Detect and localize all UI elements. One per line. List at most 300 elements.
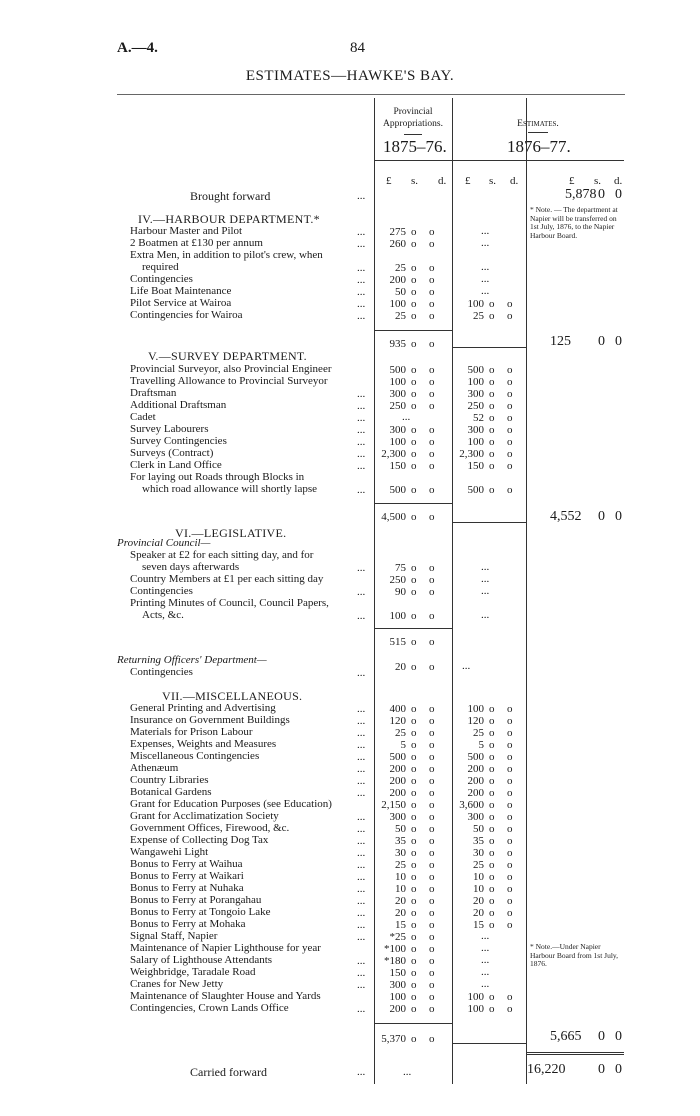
pence-value: o xyxy=(507,1003,513,1015)
subtotal-rule xyxy=(374,503,452,504)
shilling-value: o xyxy=(411,883,417,895)
section-title: V.—SURVEY DEPARTMENT. xyxy=(148,349,307,363)
shilling-value: o xyxy=(411,460,417,472)
pence-value: o xyxy=(429,562,435,574)
leader-dots: ... xyxy=(357,310,366,322)
line-item-label: Wangawehi Light xyxy=(130,846,209,858)
shilling-value: o xyxy=(411,847,417,859)
shilling-value: o xyxy=(411,376,417,388)
header-rule xyxy=(374,160,624,161)
line-item-label: Extra Men, in addition to pilot's crew, when xyxy=(130,249,323,261)
shilling-value: o xyxy=(411,967,417,979)
appropriation-value: 250 xyxy=(389,574,406,586)
pence-value: o xyxy=(507,739,513,751)
line-item-label: Draftsman xyxy=(130,387,177,399)
shilling-value: o xyxy=(411,262,417,274)
estimate-value: 120 xyxy=(467,715,484,727)
appropriation-value: 100 xyxy=(389,991,406,1003)
estimate-value: 200 xyxy=(467,787,484,799)
appropriation-value: 5 xyxy=(400,739,406,751)
pence-value: o xyxy=(507,703,513,715)
leader-dots: ... xyxy=(357,955,366,967)
shilling-label: s. xyxy=(489,175,497,187)
section-subtotal: 4,500 xyxy=(381,511,406,523)
pence-value: o xyxy=(429,376,435,388)
pence-label: d. xyxy=(438,175,447,187)
line-item-label: Botanical Gardens xyxy=(130,786,212,798)
line-item-label: Miscellaneous Contingencies xyxy=(130,750,260,762)
shilling-value: o xyxy=(411,727,417,739)
leader-dots: ... xyxy=(357,400,366,412)
pence-value: o xyxy=(429,907,435,919)
line-item-label: Government Offices, Firewood, &c. xyxy=(130,822,290,834)
shilling-value: o xyxy=(489,364,495,376)
column-rule xyxy=(452,98,453,1084)
subsection-title: Provincial Council— xyxy=(117,537,211,549)
pence-value: o xyxy=(507,412,513,424)
leader-dots: ... xyxy=(357,484,366,496)
estimate-value: ... xyxy=(481,930,490,942)
section-total-pence: 0 xyxy=(615,509,622,524)
shilling-value: o xyxy=(411,562,417,574)
leader-dots: ... xyxy=(357,667,366,679)
line-item-label: Signal Staff, Napier xyxy=(130,930,218,942)
appropriation-value: 200 xyxy=(389,274,406,286)
shilling-label: s. xyxy=(411,175,419,187)
pence-value: o xyxy=(429,262,435,274)
carried-forward-label: Carried forward xyxy=(190,1065,267,1079)
pound-label: £ xyxy=(569,175,575,187)
shilling-value: o xyxy=(489,919,495,931)
line-item-label: Salary of Lighthouse Attendants xyxy=(130,954,273,966)
estimate-value: 200 xyxy=(467,775,484,787)
appropriation-value: 25 xyxy=(395,727,406,739)
pence-value: o xyxy=(429,238,435,250)
line-item-label: Bonus to Ferry at Mohaka xyxy=(130,918,246,930)
pence-value: o xyxy=(507,364,513,376)
shilling-value: o xyxy=(411,238,417,250)
pence-value: o xyxy=(507,991,513,1003)
shilling-value: o xyxy=(411,226,417,238)
appropriation-value: 500 xyxy=(389,484,406,496)
estimate-value: 52 xyxy=(473,412,484,424)
pence-value: o xyxy=(507,436,513,448)
appropriation-value: 10 xyxy=(395,883,406,895)
pence-value: o xyxy=(429,610,435,622)
section-title: VII.—MISCELLANEOUS. xyxy=(162,689,303,703)
pence-value: o xyxy=(429,310,435,322)
shilling-value: o xyxy=(411,400,417,412)
pence-value: o xyxy=(429,751,435,763)
leader-dots: ... xyxy=(357,907,366,919)
column-rule xyxy=(526,98,527,1084)
shilling-value: o xyxy=(489,460,495,472)
appropriation-value: 100 xyxy=(389,436,406,448)
appropriation-value: 100 xyxy=(389,376,406,388)
total-rule xyxy=(452,522,526,523)
pence-value: o xyxy=(429,979,435,991)
pound-label: £ xyxy=(465,175,471,187)
leader-dots: ... xyxy=(357,895,366,907)
estimate-value: 100 xyxy=(467,1003,484,1015)
estimate-value: 35 xyxy=(473,835,484,847)
shilling-value: o xyxy=(411,274,417,286)
leader-dots: ... xyxy=(357,1003,366,1015)
appropriation-value: 25 xyxy=(395,859,406,871)
leader-dots: ... xyxy=(357,1066,366,1078)
page-number: 84 xyxy=(350,40,365,56)
shilling-value: o xyxy=(411,388,417,400)
appropriations-heading: Provincial Appropriations. xyxy=(383,107,443,129)
pence-value: o xyxy=(507,484,513,496)
estimate-value: 25 xyxy=(473,310,484,322)
line-item-label: Surveys (Contract) xyxy=(130,447,214,459)
estimate-value: ... xyxy=(462,660,471,672)
shilling-value: o xyxy=(489,787,495,799)
pence-value: o xyxy=(429,298,435,310)
leader-dots: ... xyxy=(357,823,366,835)
leader-dots: ... xyxy=(357,190,366,202)
appropriation-value: 100 xyxy=(389,610,406,622)
pence-value: o xyxy=(429,835,435,847)
section-subtotal: 5,370 xyxy=(381,1033,406,1045)
shilling-value: o xyxy=(411,943,417,955)
shilling-value: o xyxy=(489,703,495,715)
shilling-value: o xyxy=(489,739,495,751)
estimate-value: ... xyxy=(481,225,490,237)
pence-value: o xyxy=(507,727,513,739)
total-rule xyxy=(452,347,526,348)
pence-value: o xyxy=(429,636,435,648)
estimate-value: ... xyxy=(481,237,490,249)
appropriation-value: 20 xyxy=(395,661,406,673)
estimate-value: 15 xyxy=(473,919,484,931)
shilling-value: o xyxy=(411,610,417,622)
pence-value: o xyxy=(507,388,513,400)
shilling-value: o xyxy=(411,799,417,811)
line-item-label: Bonus to Ferry at Waikari xyxy=(130,870,244,882)
pence-value: o xyxy=(429,460,435,472)
leader-dots: ... xyxy=(357,751,366,763)
appropriation-value: 200 xyxy=(389,787,406,799)
shilling-value: o xyxy=(489,436,495,448)
appropriation-value: *100 xyxy=(384,943,406,955)
pound-label: £ xyxy=(386,175,392,187)
line-item-label: Speaker at £2 for each sitting day, and for xyxy=(130,549,314,561)
estimate-value: ... xyxy=(481,285,490,297)
estimate-value: 3,600 xyxy=(459,799,484,811)
pence-value: o xyxy=(507,883,513,895)
leader-dots: ... xyxy=(357,739,366,751)
pence-value: o xyxy=(429,364,435,376)
brought-forward-label: Brought forward xyxy=(190,189,271,203)
pence-value: o xyxy=(429,574,435,586)
pence-value: o xyxy=(507,310,513,322)
pence-value: o xyxy=(429,955,435,967)
appropriation-value: 50 xyxy=(395,823,406,835)
section-total-pence: 0 xyxy=(615,334,622,349)
line-item-label: Survey Contingencies xyxy=(130,435,227,447)
shilling-value: o xyxy=(411,931,417,943)
estimate-value: 25 xyxy=(473,727,484,739)
shilling-value: o xyxy=(411,739,417,751)
pence-value: o xyxy=(429,871,435,883)
estimate-value: 300 xyxy=(467,424,484,436)
line-item-label: Survey Labourers xyxy=(130,423,209,435)
appropriation-value: 300 xyxy=(389,424,406,436)
shilling-value: o xyxy=(489,376,495,388)
line-item-label: which road allowance will shortly lapse xyxy=(142,483,318,495)
leader-dots: ... xyxy=(357,883,366,895)
shilling-value: o xyxy=(411,859,417,871)
shilling-value: o xyxy=(489,871,495,883)
section-subtotal: 935 xyxy=(389,338,406,350)
line-item-label: Pilot Service at Wairoa xyxy=(130,297,232,309)
leader-dots: ... xyxy=(357,787,366,799)
shilling-value: o xyxy=(411,298,417,310)
line-item-label: Maintenance of Napier Lighthouse for year xyxy=(130,942,321,954)
line-item-label: Maintenance of Slaughter House and Yards xyxy=(130,990,321,1002)
line-item-label: Materials for Prison Labour xyxy=(130,726,253,738)
shilling-value: o xyxy=(411,448,417,460)
line-item-label: For laying out Roads through Blocks in xyxy=(130,471,305,483)
shilling-value: o xyxy=(489,847,495,859)
shilling-label: s. xyxy=(594,175,602,187)
shilling-value: o xyxy=(411,636,417,648)
pence-value: o xyxy=(507,787,513,799)
appropriation-value: 20 xyxy=(395,895,406,907)
section-total-pence: 0 xyxy=(615,1029,622,1044)
subsection-title: Returning Officers' Department— xyxy=(117,654,267,666)
leader-dots: ... xyxy=(357,835,366,847)
line-item-label: Grant for Education Purposes (see Education) xyxy=(130,798,332,810)
pence-value: o xyxy=(429,847,435,859)
line-item-label: Contingencies xyxy=(130,273,193,285)
pence-value: o xyxy=(429,1033,435,1045)
leader-dots: ... xyxy=(357,859,366,871)
appropriation-value: 90 xyxy=(395,586,406,598)
section-total-shillings: 0 xyxy=(598,1029,605,1044)
line-item-label: Grant for Acclimatization Society xyxy=(130,810,279,822)
shilling-value: o xyxy=(411,436,417,448)
brought-forward-pence: 0 xyxy=(615,187,622,202)
pence-value: o xyxy=(429,661,435,673)
shilling-value: o xyxy=(411,991,417,1003)
estimate-value: ... xyxy=(481,942,490,954)
leader-dots: ... xyxy=(357,847,366,859)
line-item-label: Life Boat Maintenance xyxy=(130,285,232,297)
leader-dots: ... xyxy=(357,298,366,310)
pence-value: o xyxy=(429,703,435,715)
leader-dots: ... xyxy=(357,811,366,823)
pence-value: o xyxy=(429,436,435,448)
shilling-value: o xyxy=(411,586,417,598)
pence-value: o xyxy=(507,298,513,310)
shilling-value: o xyxy=(489,1003,495,1015)
leader-dots: ... xyxy=(357,412,366,424)
appropriation-value: 35 xyxy=(395,835,406,847)
appropriation-value: 300 xyxy=(389,811,406,823)
pence-value: o xyxy=(507,424,513,436)
pence-value: o xyxy=(507,895,513,907)
shilling-value: o xyxy=(489,799,495,811)
pence-value: o xyxy=(429,883,435,895)
pence-value: o xyxy=(429,991,435,1003)
estimate-value: ... xyxy=(481,561,490,573)
pence-value: o xyxy=(507,907,513,919)
section-total-shillings: 0 xyxy=(598,334,605,349)
line-item-label: Bonus to Ferry at Tongoio Lake xyxy=(130,906,271,918)
line-item-label: Insurance on Government Buildings xyxy=(130,714,290,726)
estimate-value: 10 xyxy=(473,883,484,895)
leader-dots: ... xyxy=(357,436,366,448)
shilling-value: o xyxy=(411,919,417,931)
pence-value: o xyxy=(507,775,513,787)
pence-value: o xyxy=(429,775,435,787)
pence-label: d. xyxy=(510,175,519,187)
leader-dots: ... xyxy=(357,460,366,472)
line-item-label: Travelling Allowance to Provincial Surveyor xyxy=(130,375,328,387)
estimate-value: ... xyxy=(481,609,490,621)
pence-value: o xyxy=(429,931,435,943)
appropriation-value: 2,150 xyxy=(381,799,406,811)
pence-value: o xyxy=(429,739,435,751)
shilling-value: o xyxy=(489,424,495,436)
line-item-label: Provincial Surveyor, also Provincial Engineer xyxy=(130,363,332,375)
appropriation-value: 20 xyxy=(395,907,406,919)
section-total: 4,552 xyxy=(550,509,582,524)
shilling-value: o xyxy=(411,338,417,350)
appropriation-value: 300 xyxy=(389,979,406,991)
pence-value: o xyxy=(507,811,513,823)
line-item-label: Bonus to Ferry at Waihua xyxy=(130,858,243,870)
section-total: 5,665 xyxy=(550,1029,582,1044)
shilling-value: o xyxy=(411,763,417,775)
pence-value: o xyxy=(429,388,435,400)
section-subtotal: 515 xyxy=(389,636,406,648)
shilling-value: o xyxy=(411,979,417,991)
shilling-value: o xyxy=(489,400,495,412)
brought-forward-total: 5,878 xyxy=(565,187,597,202)
line-item-label: Cranes for New Jetty xyxy=(130,978,224,990)
pence-value: o xyxy=(429,448,435,460)
shilling-value: o xyxy=(411,286,417,298)
carried-forward-total: 16,220 xyxy=(527,1062,566,1077)
shilling-value: o xyxy=(489,859,495,871)
appropriation-value: 50 xyxy=(395,286,406,298)
pence-value: o xyxy=(429,823,435,835)
appropriation-value: 275 xyxy=(389,226,406,238)
estimate-value: ... xyxy=(481,966,490,978)
shilling-value: o xyxy=(411,715,417,727)
pence-value: o xyxy=(429,919,435,931)
shilling-value: o xyxy=(489,310,495,322)
heading-rule xyxy=(404,134,422,135)
shilling-value: o xyxy=(411,1033,417,1045)
pence-value: o xyxy=(507,751,513,763)
shilling-value: o xyxy=(489,907,495,919)
shilling-value: o xyxy=(411,907,417,919)
shilling-value: o xyxy=(411,823,417,835)
carried-forward-pence: 0 xyxy=(615,1062,622,1077)
subtotal-rule xyxy=(374,628,452,629)
leader-dots: ... xyxy=(357,931,366,943)
appropriation-value: 300 xyxy=(389,388,406,400)
shilling-value: o xyxy=(489,775,495,787)
appropriation-value: *180 xyxy=(384,955,406,967)
appropriation-value: ... xyxy=(402,411,411,423)
estimates-heading: Estimates. xyxy=(517,119,559,129)
appropriation-value: 15 xyxy=(395,919,406,931)
estimate-value: 300 xyxy=(467,811,484,823)
shilling-value: o xyxy=(489,823,495,835)
leader-dots: ... xyxy=(357,448,366,460)
appropriation-value: 150 xyxy=(389,460,406,472)
section-title: IV.—HARBOUR DEPARTMENT.* xyxy=(138,212,320,226)
pence-value: o xyxy=(507,400,513,412)
estimate-value: ... xyxy=(481,978,490,990)
line-item-label: Contingencies xyxy=(130,585,193,597)
pence-value: o xyxy=(507,715,513,727)
shilling-value: o xyxy=(489,298,495,310)
shilling-value: o xyxy=(411,310,417,322)
line-item-label: Athenæum xyxy=(130,762,179,774)
shilling-value: o xyxy=(489,895,495,907)
estimate-value: 30 xyxy=(473,847,484,859)
estimate-value: 100 xyxy=(467,436,484,448)
appropriation-value: 500 xyxy=(389,364,406,376)
pence-value: o xyxy=(429,338,435,350)
pence-value: o xyxy=(507,919,513,931)
estimate-value: 100 xyxy=(467,703,484,715)
shilling-value: o xyxy=(411,703,417,715)
pence-value: o xyxy=(429,787,435,799)
pence-value: o xyxy=(507,376,513,388)
appropriation-value: 30 xyxy=(395,847,406,859)
appropriations-year: 1875–76. xyxy=(383,137,447,156)
section-total: 125 xyxy=(550,334,571,349)
pence-value: o xyxy=(429,226,435,238)
line-item-label: seven days afterwards xyxy=(142,561,240,573)
leader-dots: ... xyxy=(357,703,366,715)
shilling-value: o xyxy=(489,811,495,823)
appropriation-value: 75 xyxy=(395,562,406,574)
page-title: ESTIMATES—HAWKE'S BAY. xyxy=(245,68,455,84)
section-note: * Note.—Under Napier Harbour Board from 1st July, 1876. xyxy=(530,942,619,968)
pence-value: o xyxy=(429,511,435,523)
line-item-label: General Printing and Advertising xyxy=(130,702,276,714)
section-title: VI.—LEGISLATIVE. xyxy=(175,526,287,540)
pence-value: o xyxy=(429,799,435,811)
shilling-value: o xyxy=(489,751,495,763)
shilling-value: o xyxy=(489,715,495,727)
appropriation-value: 100 xyxy=(389,298,406,310)
appropriation-value: 400 xyxy=(389,703,406,715)
total-rule xyxy=(526,1054,624,1055)
line-item-label: Contingencies for Wairoa xyxy=(130,309,243,321)
estimate-value: 200 xyxy=(467,763,484,775)
shilling-value: o xyxy=(489,727,495,739)
pence-value: o xyxy=(429,484,435,496)
line-item-label: 2 Boatmen at £130 per annum xyxy=(130,237,263,249)
pence-value: o xyxy=(507,859,513,871)
shilling-value: o xyxy=(489,412,495,424)
leader-dots: ... xyxy=(357,586,366,598)
pence-value: o xyxy=(429,727,435,739)
shilling-value: o xyxy=(411,511,417,523)
shilling-value: o xyxy=(411,364,417,376)
subtotal-rule xyxy=(374,1023,452,1024)
